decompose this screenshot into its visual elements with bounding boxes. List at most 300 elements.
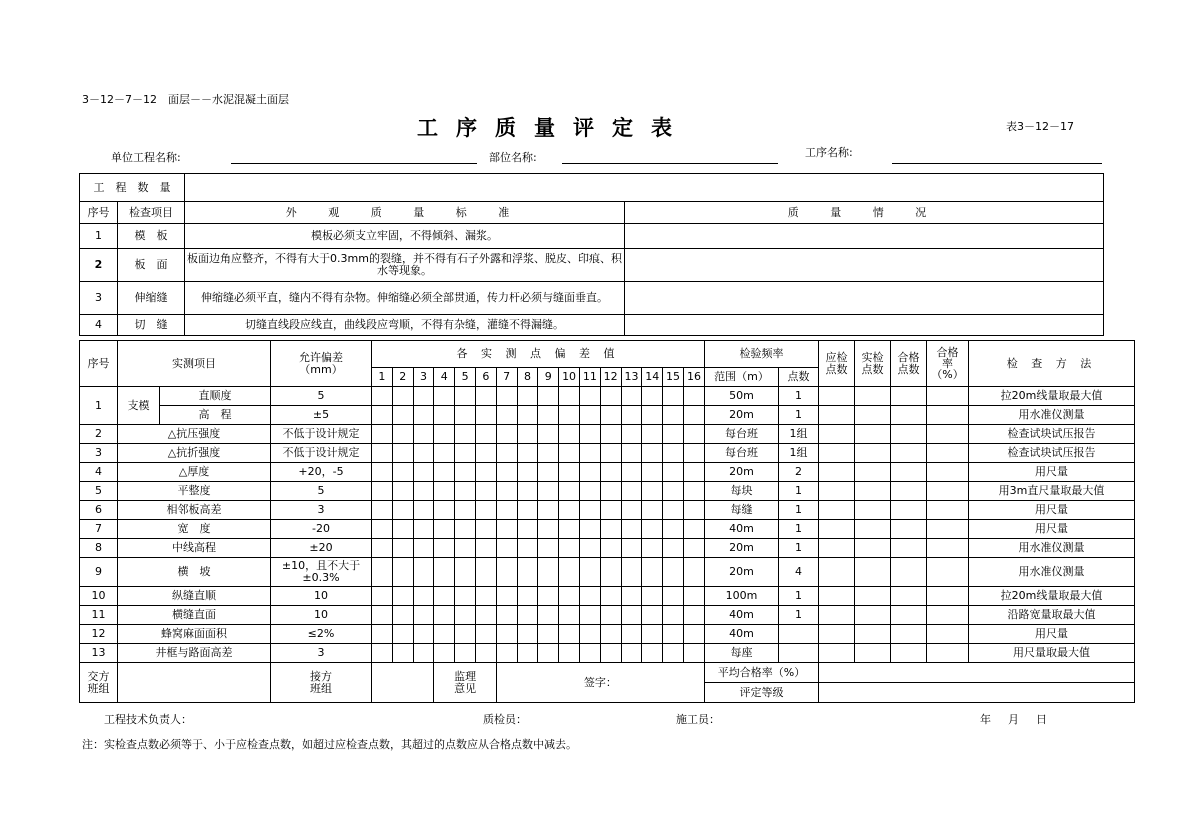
- deviation-value-field[interactable]: [579, 644, 600, 663]
- pass-rate-field[interactable]: [926, 606, 968, 625]
- deviation-value-field[interactable]: [663, 387, 684, 406]
- pass-rate-field[interactable]: [926, 482, 968, 501]
- deviation-value-field[interactable]: [392, 482, 413, 501]
- deviation-value-field[interactable]: [413, 482, 434, 501]
- deviation-value-field[interactable]: [642, 482, 663, 501]
- deviation-value-field[interactable]: [642, 625, 663, 644]
- pass-count-field[interactable]: [890, 587, 926, 606]
- deviation-value-field[interactable]: [372, 425, 393, 444]
- deviation-value-field[interactable]: [413, 644, 434, 663]
- pass-rate-field[interactable]: [926, 425, 968, 444]
- deviation-value-field[interactable]: [559, 644, 580, 663]
- deviation-value-field[interactable]: [517, 425, 538, 444]
- deviation-value-field[interactable]: [413, 587, 434, 606]
- deviation-value-field[interactable]: [392, 587, 413, 606]
- deviation-value-field[interactable]: [683, 625, 704, 644]
- deviation-value-field[interactable]: [517, 482, 538, 501]
- deviation-value-field[interactable]: [538, 644, 559, 663]
- deviation-value-field[interactable]: [517, 606, 538, 625]
- deviation-value-field[interactable]: [683, 539, 704, 558]
- deviation-value-field[interactable]: [559, 425, 580, 444]
- deviation-value-field[interactable]: [413, 520, 434, 539]
- actual-check-field[interactable]: [854, 387, 890, 406]
- deviation-value-field[interactable]: [538, 558, 559, 587]
- deviation-value-field[interactable]: [496, 520, 517, 539]
- should-check-field[interactable]: [818, 406, 854, 425]
- deviation-value-field[interactable]: [600, 539, 621, 558]
- deviation-value-field[interactable]: [621, 425, 642, 444]
- method-cell: 用水准仪测量: [968, 406, 1134, 425]
- deviation-value-field[interactable]: [434, 406, 455, 425]
- deviation-value-field[interactable]: [517, 587, 538, 606]
- deviation-value-field[interactable]: [559, 444, 580, 463]
- deviation-value-field[interactable]: [621, 606, 642, 625]
- deviation-value-field[interactable]: [642, 587, 663, 606]
- should-check-field[interactable]: [818, 463, 854, 482]
- deviation-value-field[interactable]: [455, 406, 476, 425]
- deviation-value-field[interactable]: [455, 558, 476, 587]
- deviation-value-field[interactable]: [392, 520, 413, 539]
- deviation-value-field[interactable]: [413, 606, 434, 625]
- deviation-value-field[interactable]: [372, 482, 393, 501]
- deviation-value-field[interactable]: [600, 482, 621, 501]
- deviation-value-field[interactable]: [600, 425, 621, 444]
- should-check-field[interactable]: [818, 558, 854, 587]
- deviation-value-field[interactable]: [372, 558, 393, 587]
- deviation-value-field[interactable]: [621, 520, 642, 539]
- pass-count-field[interactable]: [890, 558, 926, 587]
- deviation-value-field[interactable]: [372, 387, 393, 406]
- pass-rate-field[interactable]: [926, 463, 968, 482]
- should-check-field[interactable]: [818, 444, 854, 463]
- deviation-value-field[interactable]: [600, 387, 621, 406]
- deviation-value-field[interactable]: [496, 606, 517, 625]
- deviation-value-field[interactable]: [455, 587, 476, 606]
- pass-count-field[interactable]: [890, 425, 926, 444]
- should-check-field[interactable]: [818, 625, 854, 644]
- deviation-value-field[interactable]: [517, 463, 538, 482]
- deviation-value-field[interactable]: [538, 625, 559, 644]
- deviation-value-field[interactable]: [392, 425, 413, 444]
- deviation-value-field[interactable]: [475, 444, 496, 463]
- deviation-value-field[interactable]: [663, 425, 684, 444]
- deviation-value-field[interactable]: [517, 406, 538, 425]
- pass-rate-field[interactable]: [926, 520, 968, 539]
- pass-count-field[interactable]: [890, 606, 926, 625]
- deviation-value-field[interactable]: [496, 387, 517, 406]
- deviation-value-field[interactable]: [475, 520, 496, 539]
- deviation-value-field[interactable]: [517, 558, 538, 587]
- deviation-value-field[interactable]: [496, 425, 517, 444]
- deviation-value-field[interactable]: [642, 463, 663, 482]
- deviation-value-field[interactable]: [372, 406, 393, 425]
- deviation-value-field[interactable]: [496, 463, 517, 482]
- deviation-value-field[interactable]: [372, 587, 393, 606]
- deviation-value-field[interactable]: [372, 444, 393, 463]
- actual-check-field[interactable]: [854, 587, 890, 606]
- deviation-value-field[interactable]: [663, 625, 684, 644]
- table-row: [80, 587, 1135, 606]
- deviation-value-field[interactable]: [455, 625, 476, 644]
- pass-rate-field[interactable]: [926, 587, 968, 606]
- deviation-value-field[interactable]: [559, 539, 580, 558]
- deviation-value-field[interactable]: [455, 501, 476, 520]
- actual-check-field[interactable]: [854, 625, 890, 644]
- deviation-value-field[interactable]: [496, 625, 517, 644]
- deviation-value-field[interactable]: [475, 558, 496, 587]
- deviation-value-field[interactable]: [475, 501, 496, 520]
- deviation-value-field[interactable]: [413, 444, 434, 463]
- deviation-value-field[interactable]: [683, 406, 704, 425]
- deviation-value-field[interactable]: [683, 558, 704, 587]
- should-check-field[interactable]: [818, 520, 854, 539]
- deviation-value-field[interactable]: [496, 444, 517, 463]
- deviation-value-field[interactable]: [434, 425, 455, 444]
- deviation-value-field[interactable]: [559, 387, 580, 406]
- deviation-value-field[interactable]: [392, 463, 413, 482]
- pass-count-field[interactable]: [890, 539, 926, 558]
- deviation-value-field[interactable]: [475, 387, 496, 406]
- deviation-value-field[interactable]: [517, 539, 538, 558]
- deviation-value-field[interactable]: [455, 482, 476, 501]
- deviation-value-field[interactable]: [621, 625, 642, 644]
- deviation-value-field[interactable]: [413, 387, 434, 406]
- deviation-value-field[interactable]: [579, 606, 600, 625]
- deviation-value-field[interactable]: [621, 558, 642, 587]
- deviation-value-field[interactable]: [663, 539, 684, 558]
- deviation-value-field[interactable]: [559, 587, 580, 606]
- deviation-value-field[interactable]: [392, 539, 413, 558]
- deviation-value-field[interactable]: [475, 644, 496, 663]
- deviation-value-field[interactable]: [517, 444, 538, 463]
- deviation-value-field[interactable]: [683, 520, 704, 539]
- deviation-value-field[interactable]: [621, 482, 642, 501]
- deviation-value-field[interactable]: [475, 625, 496, 644]
- pass-count-field[interactable]: [890, 406, 926, 425]
- should-check-field[interactable]: [818, 501, 854, 520]
- deviation-value-field[interactable]: [579, 482, 600, 501]
- deviation-value-field[interactable]: [559, 625, 580, 644]
- deviation-value-field[interactable]: [434, 606, 455, 625]
- deviation-value-field[interactable]: [663, 644, 684, 663]
- deviation-value-field[interactable]: [496, 501, 517, 520]
- appearance-quality-field[interactable]: [625, 249, 1104, 282]
- should-check-field[interactable]: [818, 539, 854, 558]
- deviation-value-field[interactable]: [621, 644, 642, 663]
- pass-rate-field[interactable]: [926, 501, 968, 520]
- deviation-value-field[interactable]: [559, 482, 580, 501]
- pass-rate-field[interactable]: [926, 539, 968, 558]
- unit-project-field[interactable]: [231, 163, 477, 164]
- deviation-value-field[interactable]: [600, 463, 621, 482]
- deviation-value-field[interactable]: [455, 444, 476, 463]
- deviation-value-field[interactable]: [663, 444, 684, 463]
- actual-check-field[interactable]: [854, 463, 890, 482]
- deviation-value-field[interactable]: [559, 606, 580, 625]
- deviation-value-field[interactable]: [517, 644, 538, 663]
- deviation-value-field[interactable]: [455, 425, 476, 444]
- deviation-value-field[interactable]: [496, 558, 517, 587]
- deviation-value-field[interactable]: [642, 501, 663, 520]
- deviation-value-field[interactable]: [413, 501, 434, 520]
- deviation-value-field[interactable]: [683, 463, 704, 482]
- deviation-value-field[interactable]: [559, 463, 580, 482]
- deviation-value-field[interactable]: [683, 644, 704, 663]
- deviation-value-field[interactable]: [392, 606, 413, 625]
- actual-check-field[interactable]: [854, 501, 890, 520]
- deviation-value-field[interactable]: [642, 606, 663, 625]
- pass-rate-field[interactable]: [926, 387, 968, 406]
- deviation-value-field[interactable]: [600, 606, 621, 625]
- deviation-value-field[interactable]: [434, 644, 455, 663]
- deviation-value-field[interactable]: [642, 520, 663, 539]
- deviation-value-field[interactable]: [372, 539, 393, 558]
- deviation-value-field[interactable]: [683, 501, 704, 520]
- deviation-value-field[interactable]: [579, 463, 600, 482]
- pass-rate-field[interactable]: [926, 625, 968, 644]
- deviation-value-field[interactable]: [496, 587, 517, 606]
- deviation-value-field[interactable]: [392, 501, 413, 520]
- deviation-value-field[interactable]: [372, 606, 393, 625]
- appearance-quality-field[interactable]: [625, 315, 1104, 336]
- deviation-value-field[interactable]: [621, 587, 642, 606]
- deviation-value-field[interactable]: [475, 482, 496, 501]
- deviation-value-field[interactable]: [683, 587, 704, 606]
- deviation-value-field[interactable]: [372, 644, 393, 663]
- deviation-value-field[interactable]: [434, 463, 455, 482]
- deviation-value-field[interactable]: [413, 425, 434, 444]
- handover-to-field[interactable]: [372, 663, 434, 703]
- pass-count-field[interactable]: [890, 501, 926, 520]
- process-name-field[interactable]: [892, 163, 1102, 164]
- part-name-field[interactable]: [562, 163, 778, 164]
- pass-count-field[interactable]: [890, 625, 926, 644]
- deviation-value-field[interactable]: [663, 406, 684, 425]
- pass-rate-field[interactable]: [926, 406, 968, 425]
- pass-count-field[interactable]: [890, 482, 926, 501]
- pass-rate-field[interactable]: [926, 444, 968, 463]
- deviation-value-field[interactable]: [434, 558, 455, 587]
- deviation-value-field[interactable]: [538, 387, 559, 406]
- deviation-value-field[interactable]: [642, 644, 663, 663]
- appearance-quality-field[interactable]: [625, 282, 1104, 315]
- deviation-value-field[interactable]: [372, 463, 393, 482]
- deviation-value-field[interactable]: [579, 520, 600, 539]
- deviation-value-field[interactable]: [434, 482, 455, 501]
- deviation-value-field[interactable]: [663, 463, 684, 482]
- deviation-value-field[interactable]: [517, 387, 538, 406]
- actual-check-field[interactable]: [854, 406, 890, 425]
- quantity-field[interactable]: [185, 174, 1104, 202]
- deviation-value-field[interactable]: [538, 539, 559, 558]
- deviation-value-field[interactable]: [538, 406, 559, 425]
- deviation-value-field[interactable]: [434, 625, 455, 644]
- pass-count-field[interactable]: [890, 444, 926, 463]
- deviation-value-field[interactable]: [413, 463, 434, 482]
- deviation-value-field[interactable]: [579, 625, 600, 644]
- deviation-value-field[interactable]: [413, 558, 434, 587]
- deviation-value-field[interactable]: [642, 539, 663, 558]
- deviation-value-field[interactable]: [642, 406, 663, 425]
- deviation-value-field[interactable]: [600, 520, 621, 539]
- deviation-value-field[interactable]: [538, 444, 559, 463]
- should-check-field[interactable]: [818, 606, 854, 625]
- deviation-value-field[interactable]: [434, 520, 455, 539]
- appearance-quality-field[interactable]: [625, 224, 1104, 249]
- deviation-value-field[interactable]: [434, 444, 455, 463]
- deviation-value-field[interactable]: [455, 463, 476, 482]
- deviation-value-field[interactable]: [642, 387, 663, 406]
- pass-rate-field[interactable]: [926, 644, 968, 663]
- pass-count-field[interactable]: [890, 387, 926, 406]
- deviation-value-field[interactable]: [496, 539, 517, 558]
- deviation-value-field[interactable]: [392, 406, 413, 425]
- deviation-value-field[interactable]: [600, 644, 621, 663]
- deviation-value-field[interactable]: [496, 644, 517, 663]
- pass-count-field[interactable]: [890, 463, 926, 482]
- deviation-value-field[interactable]: [538, 606, 559, 625]
- deviation-value-field[interactable]: [600, 501, 621, 520]
- deviation-value-field[interactable]: [475, 425, 496, 444]
- actual-check-field[interactable]: [854, 425, 890, 444]
- deviation-value-field[interactable]: [663, 558, 684, 587]
- deviation-value-field[interactable]: [683, 387, 704, 406]
- handover-from-field[interactable]: [118, 663, 271, 703]
- deviation-value-field[interactable]: [475, 463, 496, 482]
- deviation-value-field[interactable]: [600, 625, 621, 644]
- deviation-value-field[interactable]: [621, 539, 642, 558]
- deviation-value-field[interactable]: [683, 606, 704, 625]
- should-check-field[interactable]: [818, 644, 854, 663]
- deviation-value-field[interactable]: [621, 463, 642, 482]
- range-cell: 40m: [704, 606, 778, 625]
- actual-check-field[interactable]: [854, 444, 890, 463]
- should-check-field[interactable]: [818, 387, 854, 406]
- deviation-value-field[interactable]: [559, 520, 580, 539]
- deviation-value-field[interactable]: [455, 644, 476, 663]
- deviation-value-field[interactable]: [579, 444, 600, 463]
- deviation-value-field[interactable]: [455, 539, 476, 558]
- range-cell: 100m: [704, 587, 778, 606]
- pass-count-field[interactable]: [890, 520, 926, 539]
- deviation-value-field[interactable]: [559, 558, 580, 587]
- deviation-value-field[interactable]: [663, 482, 684, 501]
- deviation-value-field[interactable]: [475, 606, 496, 625]
- deviation-value-field[interactable]: [663, 501, 684, 520]
- deviation-value-field[interactable]: [517, 625, 538, 644]
- deviation-value-field[interactable]: [621, 406, 642, 425]
- should-check-field[interactable]: [818, 587, 854, 606]
- deviation-value-field[interactable]: [475, 587, 496, 606]
- grade-field[interactable]: [818, 683, 1134, 703]
- deviation-value-field[interactable]: [392, 387, 413, 406]
- deviation-value-field[interactable]: [600, 587, 621, 606]
- deviation-value-field[interactable]: [434, 501, 455, 520]
- deviation-value-field[interactable]: [621, 387, 642, 406]
- deviation-value-field[interactable]: [600, 558, 621, 587]
- deviation-value-field[interactable]: [538, 463, 559, 482]
- pass-count-field[interactable]: [890, 644, 926, 663]
- deviation-value-field[interactable]: [434, 587, 455, 606]
- deviation-value-field[interactable]: [517, 520, 538, 539]
- deviation-value-field[interactable]: [579, 406, 600, 425]
- deviation-value-field[interactable]: [496, 482, 517, 501]
- average-rate-field[interactable]: [818, 663, 1134, 683]
- deviation-value-field[interactable]: [621, 501, 642, 520]
- deviation-value-field[interactable]: [392, 625, 413, 644]
- range-cell: 40m: [704, 625, 778, 644]
- deviation-value-field[interactable]: [392, 558, 413, 587]
- deviation-value-field[interactable]: [455, 387, 476, 406]
- deviation-value-field[interactable]: [559, 406, 580, 425]
- deviation-value-field[interactable]: [579, 539, 600, 558]
- deviation-value-field[interactable]: [475, 539, 496, 558]
- deviation-value-field[interactable]: [538, 501, 559, 520]
- actual-check-field[interactable]: [854, 539, 890, 558]
- deviation-value-field[interactable]: [642, 558, 663, 587]
- pass-rate-field[interactable]: [926, 558, 968, 587]
- deviation-value-field[interactable]: [413, 539, 434, 558]
- deviation-value-field[interactable]: [538, 520, 559, 539]
- actual-check-field[interactable]: [854, 482, 890, 501]
- actual-check-field[interactable]: [854, 606, 890, 625]
- deviation-value-field[interactable]: [434, 539, 455, 558]
- deviation-value-field[interactable]: [579, 501, 600, 520]
- deviation-value-field[interactable]: [683, 425, 704, 444]
- deviation-value-field[interactable]: [496, 406, 517, 425]
- deviation-value-field[interactable]: [642, 425, 663, 444]
- date-label: 年 月 日: [980, 713, 1050, 726]
- actual-check-field[interactable]: [854, 520, 890, 539]
- deviation-value-field[interactable]: [392, 644, 413, 663]
- deviation-value-field[interactable]: [683, 444, 704, 463]
- deviation-value-field[interactable]: [372, 520, 393, 539]
- deviation-value-field[interactable]: [413, 625, 434, 644]
- deviation-value-field[interactable]: [538, 425, 559, 444]
- deviation-value-field[interactable]: [538, 587, 559, 606]
- deviation-value-field[interactable]: [579, 387, 600, 406]
- deviation-value-field[interactable]: [663, 606, 684, 625]
- deviation-value-field[interactable]: [372, 501, 393, 520]
- deviation-value-field[interactable]: [372, 625, 393, 644]
- deviation-value-field[interactable]: [517, 501, 538, 520]
- deviation-value-field[interactable]: [413, 406, 434, 425]
- deviation-value-field[interactable]: [455, 520, 476, 539]
- deviation-value-field[interactable]: [642, 444, 663, 463]
- deviation-value-field[interactable]: [683, 482, 704, 501]
- deviation-value-field[interactable]: [392, 444, 413, 463]
- deviation-value-field[interactable]: [434, 387, 455, 406]
- should-check-field[interactable]: [818, 425, 854, 444]
- deviation-value-field[interactable]: [455, 606, 476, 625]
- deviation-value-field[interactable]: [600, 406, 621, 425]
- deviation-value-field[interactable]: [579, 558, 600, 587]
- deviation-value-field[interactable]: [600, 444, 621, 463]
- deviation-value-field[interactable]: [538, 482, 559, 501]
- actual-check-field[interactable]: [854, 644, 890, 663]
- count-cell: 4: [778, 558, 818, 587]
- deviation-value-field[interactable]: [559, 501, 580, 520]
- deviation-value-field[interactable]: [663, 587, 684, 606]
- range-cell: 每缝: [704, 501, 778, 520]
- should-check-field[interactable]: [818, 482, 854, 501]
- deviation-value-field[interactable]: [475, 406, 496, 425]
- deviation-value-field[interactable]: [663, 520, 684, 539]
- deviation-value-field[interactable]: [621, 444, 642, 463]
- deviation-value-field[interactable]: [579, 587, 600, 606]
- deviation-value-field[interactable]: [579, 425, 600, 444]
- actual-check-field[interactable]: [854, 558, 890, 587]
